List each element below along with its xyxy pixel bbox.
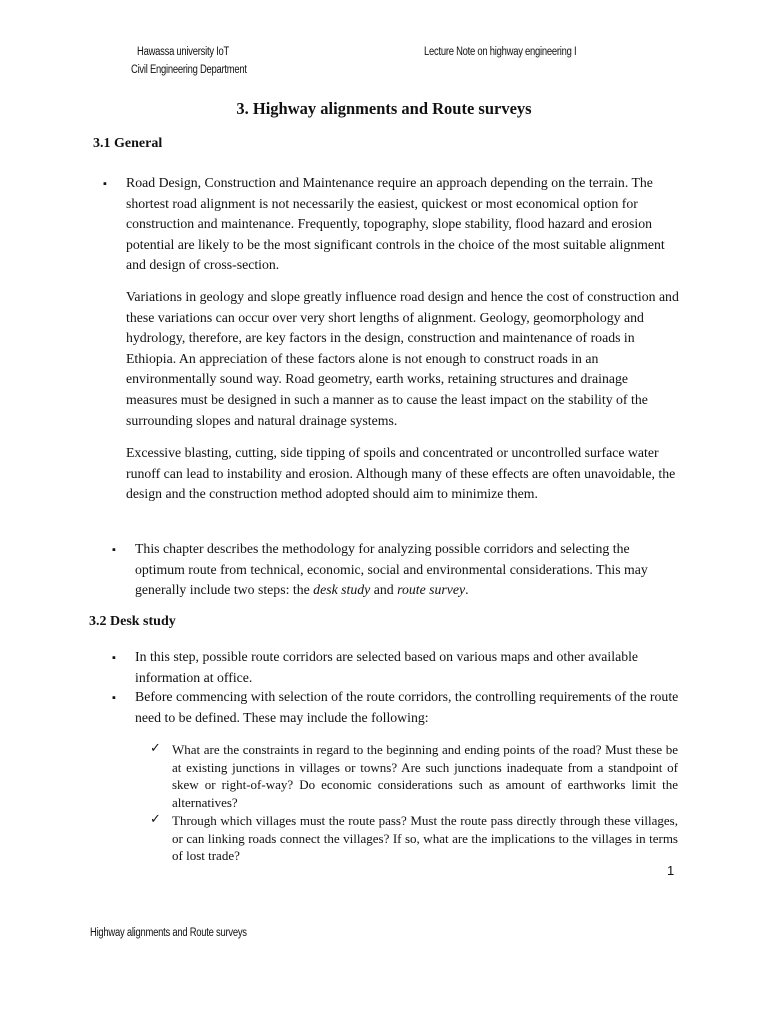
checkmark-icon: ✓ xyxy=(150,811,161,826)
general-paragraph-2: Variations in geology and slope greatly influence road design and hence the cost of construction and these variations can occur over very short lengths of alignment. Geology, geomorphology and hydrology, therefore, are key factors in the design, construction and maintenance of roads in Ethiopia. An appreciation of these factors alone is not enough to construct roads in an environmentally sound way. Road geometry, earth works, retaining structures and drainage measures must be designed in such a manner as to cause the least impact on the stability of the surrounding slopes and natural drainage systems. xyxy=(126,289,679,428)
bullet-marker: ▪ xyxy=(112,692,116,704)
bullet-marker: ▪ xyxy=(103,178,107,190)
desk-study-term: desk study xyxy=(313,582,371,598)
footer-text: Highway alignments and Route surveys xyxy=(90,927,247,939)
general-paragraph-4: This chapter describes the methodology for analyzing possible corridors and selecting the optimum route from technical, economic, social and environmental considerations. This may generally include two steps: the desk study and route survey. xyxy=(135,541,648,598)
section-heading-desk-study: 3.2 Desk study xyxy=(89,614,176,629)
checkmark-icon: ✓ xyxy=(150,740,161,755)
section-heading-general: 3.1 General xyxy=(93,136,163,151)
general-paragraph-3: Excessive blasting, cutting, side tipping of spoils and concentrated or uncontrolled surface water runoff can lead to instability and erosion. Although many of these effects are often unavoidable, the design and the construction method adopted should aim to minimize them. xyxy=(126,445,676,502)
route-survey-term: route survey xyxy=(397,582,466,598)
header-department: Civil Engineering Department xyxy=(131,64,247,76)
bullet-marker: ▪ xyxy=(112,544,116,556)
general-paragraph-1: Road Design, Construction and Maintenance require an approach depending on the terrain. The shortest road alignment is not necessarily the easiest, quickest or most economical option for construction and maintenance. Frequently, topography, slope stability, flood hazard and erosion potential are likely to be the most significant controls in the choice of the most suitable alignment and design of cross-section. xyxy=(126,175,665,273)
header-university: Hawassa university IoT xyxy=(137,46,230,58)
header-course: Lecture Note on highway engineering I xyxy=(424,46,577,58)
check-item-1: What are the constraints in regard to the beginning and ending points of the road? Must these be at existing junctions in villages or towns? Are such junctions inadequate from a standpoint of skew or right-of-way? Do economic considerations such as amount of earthworks limit the alternatives? xyxy=(172,742,678,810)
desk-study-bullet-2: Before commencing with selection of the route corridors, the controlling requirements of the route need to be defined. These may include the following: xyxy=(135,689,679,725)
bullet-marker: ▪ xyxy=(112,652,116,664)
chapter-title: 3. Highway alignments and Route surveys xyxy=(236,99,532,118)
desk-study-bullet-1: In this step, possible route corridors are selected based on various maps and other available information at office. xyxy=(135,649,639,685)
page-number: 1 xyxy=(667,863,675,878)
check-item-2: Through which villages must the route pass? Must the route pass directly through these villages, or can linking roads connect the villages? If so, what are the implications to the villages in terms of lost trade? xyxy=(172,813,678,864)
